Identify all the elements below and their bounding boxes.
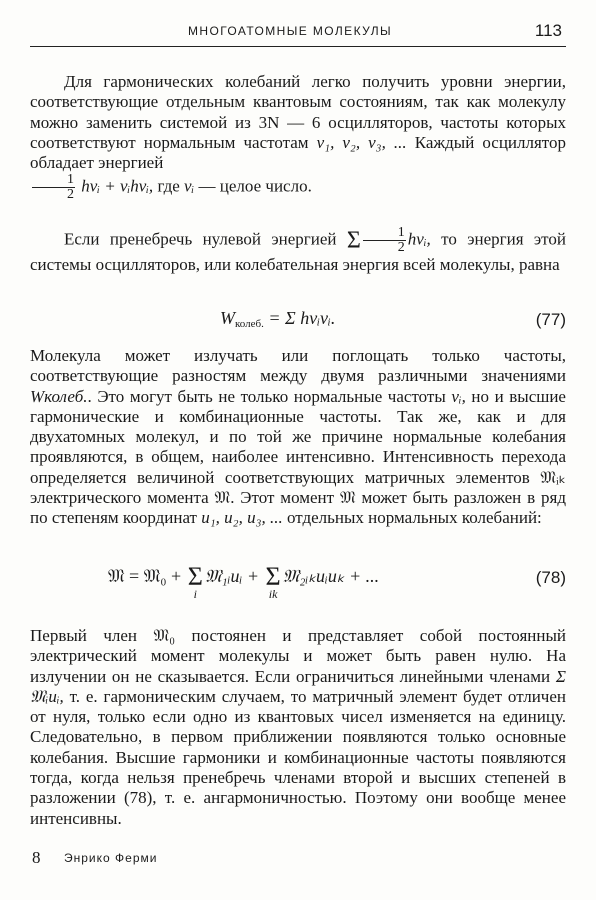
fraction-numerator: 1 — [363, 226, 406, 241]
sum-symbol: Σ — [187, 562, 203, 591]
paragraph-3 — [30, 346, 566, 529]
p3-w: Wколеб. — [30, 386, 88, 406]
p3-coordinates: u₁, u₂, u₃, ... — [201, 508, 283, 528]
eq78-term-1: 𝔐₁ᵢuᵢ + — [204, 566, 264, 586]
equation-78-formula — [108, 562, 380, 601]
p2-text-b: то энергия этой системы осцилляторов, или колебательная энергия всей молекулы, равна — [30, 229, 566, 274]
p1-frequencies: ν₁, ν₂, ν₃, ... — [316, 132, 407, 152]
p3-nu: νᵢ, — [451, 386, 466, 406]
sum-over-i — [187, 562, 203, 601]
equation-78-number: (78) — [535, 568, 566, 587]
p3-mik: 𝔐ᵢₖ — [540, 467, 566, 487]
signature-number: 8 — [32, 848, 41, 867]
p3-text-a: Молекула может излучать или поглощать только частоты, соответствующие разностям между двумя различными значениями — [30, 346, 566, 386]
equation-77-number: (77) — [535, 310, 566, 329]
eq78-term-2: 𝔐₂ᵢₖuᵢuₖ + ... — [282, 566, 380, 586]
fraction-denominator: 2 — [397, 240, 405, 255]
paragraph-1 — [30, 72, 566, 202]
fraction-one-half-2 — [363, 226, 406, 255]
running-head: МНОГОАТОМНЫЕ МОЛЕКУЛЫ — [188, 24, 393, 38]
paragraph-4 — [30, 626, 566, 829]
p4-text-b: т. е. гармоническим случаем, то матричный элемент будет отличен от нуля, только если одно из квантовых чисел изменяется на единицу. Следовательно, в первом приближении появляются только основные колебания. Высшие гармоники и комбинационные частоты появляются тогда, когда нельзя пренебречь членами второй и высших степеней в разложении (78), т. е. ангармоничностью. Поэтому они вообще менее интенсивны. — [30, 686, 566, 828]
p3-text-b: . Это могут быть не только нормальные частоты — [87, 386, 452, 406]
p1-energy-expression: hνᵢ + vᵢhνᵢ, — [81, 176, 154, 196]
sum-over-ik — [265, 562, 281, 601]
page-number: 113 — [534, 21, 562, 40]
p1-text-a: Для гармонических колебаний легко получить уровни энергии, соответствующие отдельным квантовым состояниям, так как молекулу можно заменить системой из 3N — 6 осцилляторов, частоты которых соответствуют нормальным частотам — [30, 72, 566, 152]
author-name: Энрико Ферми — [64, 851, 158, 865]
p2-text-a: Если пренебречь нулевой энергией — [64, 229, 347, 249]
eq77-subscript: колеб. — [235, 318, 264, 330]
p3-text-e: отдельных нормальных колебаний: — [282, 508, 542, 528]
p1-where: где — [153, 176, 185, 196]
p1-text-b: Каждый осциллятор обладает энергией — [30, 132, 566, 173]
sum-symbol: Σ — [265, 562, 281, 591]
sum-index: ik — [268, 587, 278, 601]
p3-text-d: электрического момента 𝔐. Этот момент 𝔐 может быть разложен в ряд по степеням координат — [30, 488, 566, 528]
p1-end: — целое число. — [194, 176, 312, 196]
eq77-w: W — [220, 308, 235, 328]
page-header — [30, 18, 566, 47]
sum-symbol: Σ — [346, 227, 361, 254]
sum-index: i — [193, 587, 197, 601]
fraction-numerator: 1 — [32, 173, 75, 188]
p2-zero-energy: hνᵢ, — [407, 229, 431, 249]
p1-vi: vᵢ — [184, 176, 195, 196]
eq78-lhs: 𝔐 = 𝔐₀ + — [108, 566, 186, 586]
p4-text-a: Первый член 𝔐₀ постоянен и представляет собой постоянный электрический момент молекулы и может быть равен нулю. На излучении он не сказывается. Если ограничиться линейными членами — [30, 626, 566, 686]
p4-linear-sum: Σ 𝔐ᵢuᵢ, — [30, 666, 566, 706]
p3-text-c: но и высшие гармонические и комбинационные частоты. Так же, как и для двухатомных молекул, и по той же причине нормальные колебания проявляются, в общем, наиболее интенсивно. Интенсивность перехода определяется величиной соответствующих матричных элементов — [30, 386, 566, 487]
fraction-one-half — [32, 173, 75, 202]
equation-77-formula — [220, 308, 335, 329]
fraction-denominator: 2 — [67, 187, 74, 203]
paragraph-2 — [30, 226, 566, 275]
eq77-rest: = Σ hνᵢvᵢ. — [268, 308, 336, 328]
